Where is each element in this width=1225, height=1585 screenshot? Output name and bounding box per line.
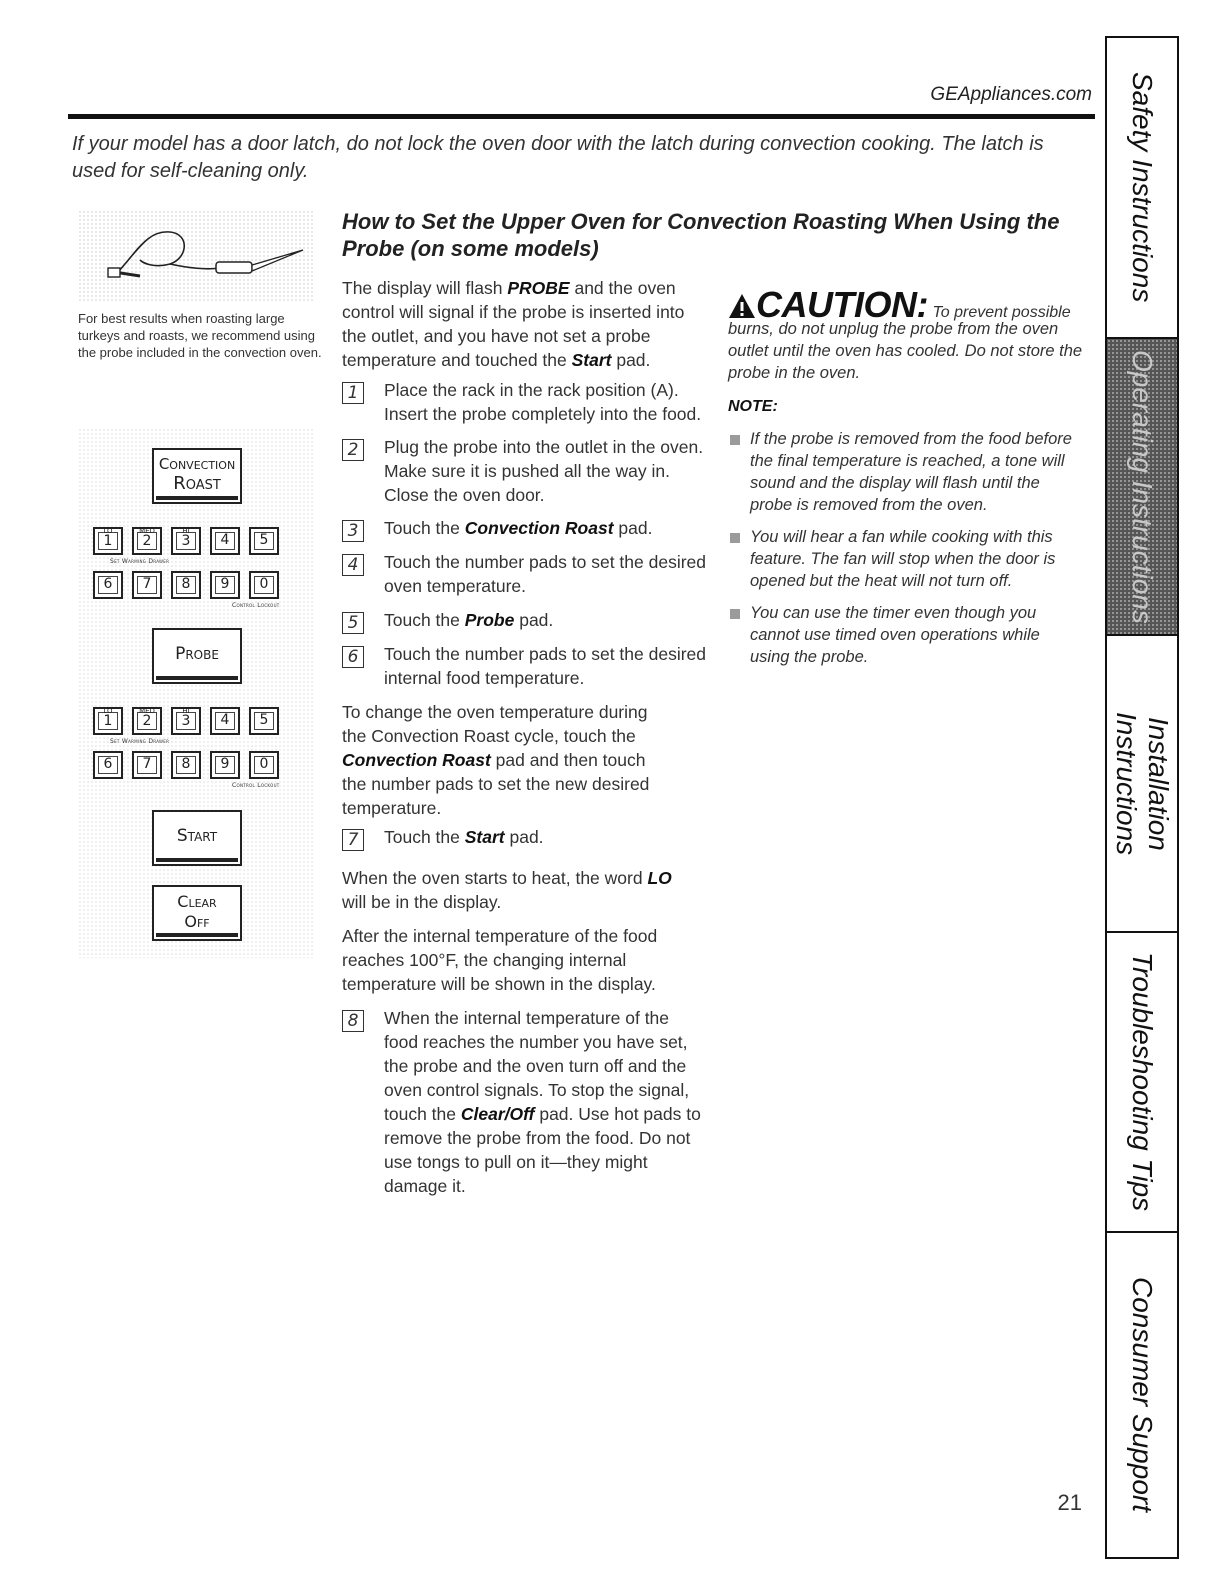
key-sub-label: LO xyxy=(103,707,113,715)
text-emphasis: Probe xyxy=(464,610,515,630)
tab-label: Installation Instructions xyxy=(1111,711,1174,856)
number-pad-row xyxy=(93,707,279,735)
number-key[interactable] xyxy=(132,707,162,735)
step-text: Touch the number pads to set the desired internal food temperature. xyxy=(384,644,707,688)
number-key[interactable] xyxy=(210,707,240,735)
step-text: Place the rack in the rack position (A). Insert the probe completely into the food. xyxy=(384,380,702,424)
after-temperature-paragraph: After the internal temperature of the food reaches 100°F, the changing internal temperature will be shown in the display. xyxy=(342,926,658,994)
number-key[interactable] xyxy=(171,751,201,779)
text-run: pad. xyxy=(504,827,544,847)
control-panel-illustration xyxy=(78,428,314,958)
key-number: 0 xyxy=(259,756,269,772)
number-key[interactable] xyxy=(93,571,123,599)
probe-pad[interactable] xyxy=(152,628,242,684)
control-lockout-label: Control Lockout xyxy=(232,782,280,789)
note-text: You will hear a fan while cooking with this feature. The fan will stop when the door is opened but the heat will not turn off. xyxy=(750,528,1056,590)
step-4 xyxy=(342,550,712,598)
key-sub-label: HI xyxy=(182,527,190,535)
bullet-square-icon xyxy=(730,609,740,619)
number-key[interactable] xyxy=(171,527,201,555)
step-6 xyxy=(342,642,712,690)
text-run: will be in the display. xyxy=(342,892,502,912)
key-number: 1 xyxy=(103,713,113,729)
lo-display-paragraph xyxy=(342,866,672,914)
step-number: 2 xyxy=(342,439,364,461)
step-5 xyxy=(342,608,712,632)
number-key[interactable] xyxy=(171,707,201,735)
number-key[interactable] xyxy=(249,527,279,555)
pad-label: Convection xyxy=(158,455,236,473)
key-number: 1 xyxy=(103,533,113,549)
pad-bar xyxy=(156,858,238,862)
change-temperature-paragraph xyxy=(342,700,672,820)
key-sub-label: HI xyxy=(182,707,190,715)
number-key[interactable] xyxy=(93,707,123,735)
text-run: pad and then touch the number pads to set the new desired temperature. xyxy=(342,750,650,818)
key-number: 2 xyxy=(142,713,152,729)
text-emphasis: Convection Roast xyxy=(342,750,491,770)
probe-caption: For best results when roasting large turkeys and roasts, we recommend using the probe included in the convection oven. xyxy=(78,311,322,360)
note-item xyxy=(730,526,1080,592)
start-pad[interactable] xyxy=(152,810,242,866)
site-url[interactable]: GEAppliances.com xyxy=(930,84,1092,105)
page-number: 21 xyxy=(1057,1490,1082,1515)
key-number: 8 xyxy=(181,756,191,772)
tab-safety-instructions[interactable] xyxy=(1107,38,1177,339)
step-number: 6 xyxy=(342,646,364,668)
step-8 xyxy=(342,1006,712,1196)
section-tabs xyxy=(1105,36,1179,1559)
intro-paragraph xyxy=(342,276,707,372)
clear-off-pad[interactable] xyxy=(152,885,242,941)
text-emphasis: Clear/Off xyxy=(460,1104,535,1124)
caution-word: CAUTION: xyxy=(756,284,928,325)
step-number: 7 xyxy=(342,829,364,851)
text-run: When the oven starts to heat, the word xyxy=(342,868,648,888)
number-pad-row xyxy=(93,527,279,555)
convection-roast-pad[interactable] xyxy=(152,448,242,504)
number-key[interactable] xyxy=(132,751,162,779)
warming-drawer-label: Set Warming Drawer xyxy=(110,738,170,745)
tab-consumer-support[interactable] xyxy=(1107,1233,1177,1557)
bullet-square-icon xyxy=(730,533,740,543)
key-number: 4 xyxy=(220,532,230,548)
text-run: and the oven control will signal if the probe is inserted into the outlet, and you have not set a probe temperature and touched the xyxy=(342,278,685,370)
number-key[interactable] xyxy=(93,527,123,555)
text-emphasis: Convection Roast xyxy=(464,518,614,538)
tab-operating-instructions[interactable] xyxy=(1107,339,1177,636)
pad-label: Clear xyxy=(177,892,217,911)
tab-label: Operating Instructions xyxy=(1127,349,1158,624)
warning-triangle-icon xyxy=(728,293,756,319)
number-key[interactable] xyxy=(210,527,240,555)
number-key[interactable] xyxy=(249,571,279,599)
tab-installation-instructions[interactable] xyxy=(1107,636,1177,933)
key-number: 2 xyxy=(142,533,152,549)
key-number: 6 xyxy=(103,576,113,592)
text-run: Touch the xyxy=(384,827,465,847)
section-heading: How to Set the Upper Oven for Convection Roasting When Using the Probe (on some models) xyxy=(342,209,1060,261)
tab-label: Consumer Support xyxy=(1127,1277,1158,1513)
intro-text: If your model has a door latch, do not lock the oven door with the latch during convection cooking. The latch is used for self-cleaning only. xyxy=(72,133,1044,182)
number-key[interactable] xyxy=(210,571,240,599)
key-number: 6 xyxy=(103,756,113,772)
step-3 xyxy=(342,516,712,540)
text-emphasis: Start xyxy=(464,827,505,847)
text-run: pad. xyxy=(613,518,653,538)
key-number: 9 xyxy=(220,576,230,592)
step-number: 5 xyxy=(342,612,364,634)
text-run: pad. xyxy=(514,610,554,630)
key-number: 5 xyxy=(259,712,269,728)
bullet-square-icon xyxy=(730,435,740,445)
note-text: If the probe is removed from the food before the final temperature is reached, a tone will sound and the display will flash until the probe is removed from the oven. xyxy=(750,430,1072,514)
warming-drawer-label: Set Warming Drawer xyxy=(110,558,170,565)
step-number: 8 xyxy=(342,1010,364,1032)
text-run: pad. Use hot pads to remove the probe from the food. Do not use tongs to pull on it—they might damage it. xyxy=(384,1104,701,1196)
key-sub-label: LO xyxy=(103,527,113,535)
step-number: 3 xyxy=(342,520,364,542)
key-number: 3 xyxy=(181,533,191,549)
text-run: When the internal temperature of the food reaches the number you have set, the probe and the oven turn off and the oven control signals. To stop the signal, touch the xyxy=(384,1008,690,1124)
pad-bar xyxy=(156,676,238,680)
number-key[interactable] xyxy=(93,751,123,779)
number-key[interactable] xyxy=(249,707,279,735)
key-number: 4 xyxy=(220,712,230,728)
note-item xyxy=(730,428,1080,516)
caution-lead: To prevent possible xyxy=(932,304,1071,321)
key-number: 0 xyxy=(259,576,269,592)
control-lockout-label: Control Lockout xyxy=(232,602,280,609)
step-text: Plug the probe into the outlet in the oven. Make sure it is pushed all the way in. Close the oven door. xyxy=(384,437,704,505)
key-sub-label: MED xyxy=(139,527,155,535)
tab-label: Troubleshooting Tips xyxy=(1127,952,1158,1212)
text-run: Touch the xyxy=(384,610,465,630)
tab-troubleshooting-tips[interactable] xyxy=(1107,933,1177,1233)
caution-body: burns, do not unplug the probe from the oven outlet until the oven has cooled. Do not store the probe in the oven. xyxy=(728,320,1083,382)
text-emphasis: PROBE xyxy=(507,278,570,298)
number-key[interactable] xyxy=(171,571,201,599)
text-emphasis: LO xyxy=(647,868,672,888)
note-item xyxy=(730,602,1080,668)
header-rule xyxy=(68,114,1095,119)
key-sub-label: MED xyxy=(139,707,155,715)
pad-bar xyxy=(156,496,238,500)
number-key[interactable] xyxy=(132,571,162,599)
step-text: Touch the number pads to set the desired oven temperature. xyxy=(384,552,707,596)
key-number: 7 xyxy=(142,756,152,772)
text-run: The display will flash xyxy=(342,278,508,298)
key-number: 8 xyxy=(181,576,191,592)
key-number: 9 xyxy=(220,756,230,772)
step-text xyxy=(384,1006,704,1198)
note-text: You can use the timer even though you cannot use timed oven operations while using the probe. xyxy=(750,604,1040,666)
number-pad-row xyxy=(93,571,279,599)
pad-label: Roast xyxy=(173,473,221,494)
step-text xyxy=(384,516,714,540)
text-emphasis: Start xyxy=(571,350,612,370)
number-key[interactable] xyxy=(132,527,162,555)
probe-illustration xyxy=(78,210,314,303)
key-number: 3 xyxy=(181,713,191,729)
text-run: Touch the xyxy=(384,518,465,538)
pad-label: Probe xyxy=(175,644,219,664)
step-2 xyxy=(342,435,712,507)
step-text xyxy=(384,608,714,632)
number-key[interactable] xyxy=(249,751,279,779)
key-number: 5 xyxy=(259,532,269,548)
step-number: 1 xyxy=(342,382,364,404)
text-run: pad. xyxy=(611,350,651,370)
step-number: 4 xyxy=(342,554,364,576)
step-7 xyxy=(342,825,712,849)
step-text xyxy=(384,825,714,849)
text-run: To change the oven temperature during the Convection Roast cycle, touch the xyxy=(342,702,648,746)
step-1 xyxy=(342,378,712,426)
note-label: NOTE: xyxy=(728,398,778,415)
pad-bar xyxy=(156,933,238,937)
number-pad-row xyxy=(93,751,279,779)
pad-label: Off xyxy=(184,912,210,931)
number-key[interactable] xyxy=(210,751,240,779)
tab-label: Safety Instructions xyxy=(1127,72,1158,303)
pad-label: Start xyxy=(176,826,218,846)
key-number: 7 xyxy=(142,576,152,592)
